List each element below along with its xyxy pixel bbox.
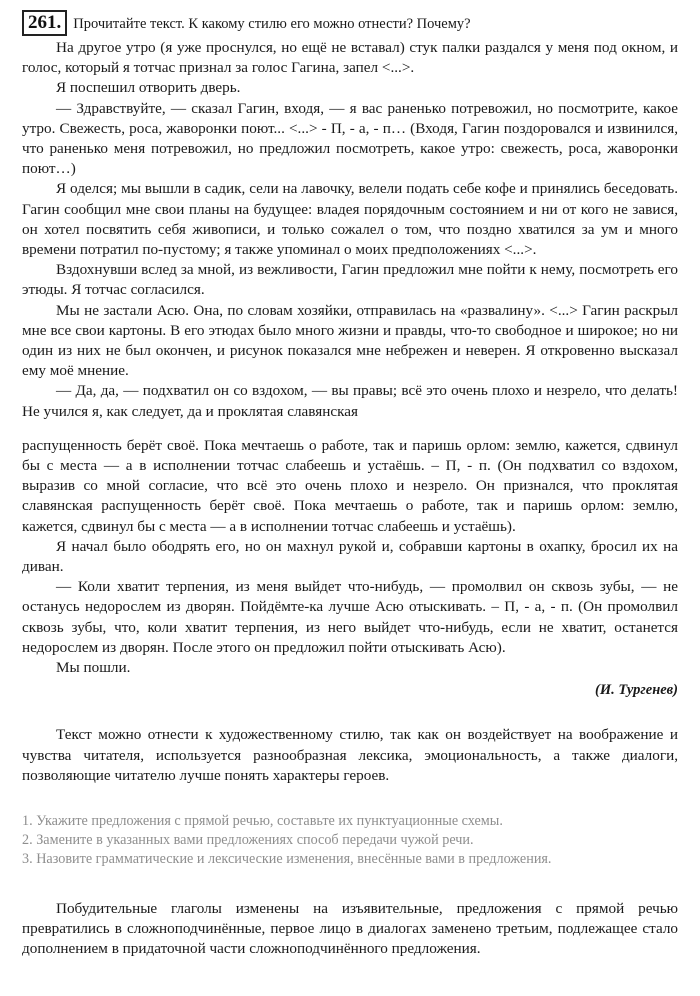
paragraph: — Да, да, — подхватил он со вздохом, — вы правы; всё это очень плохо и незрело, что делать! Не учился я, как следует, да и проклятая славянская xyxy=(22,382,678,420)
answer-text: Текст можно отнести к художественному стилю, так как он воздействует на воображение и чувства читателя, используется разнообразная лексика, эмоциональность, а также диалоги, позволяющие читателю лучше понять характеры героев. xyxy=(22,726,678,784)
paragraph: Я оделся; мы вышли в садик, сели на лавочку, велели подать себе кофе и принялись беседовать. Гагин сообщил мне свои планы на будущее: владея порядочным состоянием и ни от кого не завися, он хотел посвятить себя живописи, и только сожалел о том, что поздно хватился за ум и много времени потратил по-пустому; я также упоминал о моих предположениях <...>. xyxy=(22,180,678,259)
exercise-task: Прочитайте текст. К какому стилю его можно отнести? Почему? xyxy=(73,16,471,32)
paragraph: Вздохнувши вслед за мной, из вежливости, Гагин предложил мне пойти к нему, посмотреть его этюды. Я тотчас согласился. xyxy=(22,261,678,299)
question-item: 3. Назовите грамматические и лексические изменения, внесённые вами в предложения. xyxy=(22,850,552,867)
paragraph: — Коли хватит терпения, из меня выйдет что-нибудь, — промолвил он сквозь зубы, — не останусь недорослем из дворян. Пойдёмте-ка лучше Асю отыскивать. – П, - а, - п. (Он промолвил сквозь зубы, что, коли хватит терпения, из него выйдет что-нибудь, если не хватит, останется недорослем из дворян. После этого он предложил пойти отыскивать Асю). xyxy=(22,578,678,656)
question-item: 1. Укажите предложения с прямой речью, составьте их пунктуационные схемы. xyxy=(22,812,503,829)
paragraph: На другое утро (я уже проснулся, но ещё не вставал) стук палки раздался у меня под окном, и голос, который я тотчас признал за голос Гагина, запел <...>. xyxy=(22,39,678,77)
text-body xyxy=(22,38,678,678)
question-item: 2. Замените в указанных вами предложениях способ передачи чужой речи. xyxy=(22,831,474,848)
final-answer-text: Побудительные глаголы изменены на изъявительные, предложения с прямой речью превратились в сложноподчинённые, первое лицо в диалогах заменено третьим, подлежащее стало дополнением в придаточной части сложноподчинённого предложения. xyxy=(22,899,678,958)
paragraph: Я поспешил отворить дверь. xyxy=(56,79,241,97)
paragraph: распущенность берёт своё. Пока мечтаешь о работе, так и паришь орлом: землю, кажется, сдвинул бы с места — а в исполнении тотчас слабеешь и устаёшь. – П, - п. (Он подхватил со вздохом, выразив со мной согласие, что всё это очень плохо и незрело. Он признался, что проклятая славянская распущенность берёт своё. Пока мечтаешь о работе, так и паришь орлом: землю, кажется, сдвинул бы с места — а в исполнении тотчас слабеешь и устаёшь). xyxy=(22,436,678,535)
exercise-header xyxy=(22,10,678,36)
paragraph: Я начал было ободрять его, но он махнул рукой и, собравши картоны в охапку, бросил их на диван. xyxy=(22,537,678,576)
paragraph: Мы не застали Асю. Она, по словам хозяйки, отправилась на «развалину». <...> Гагин раскрыл мне все свои картоны. В его этюдах было много жизни и правды, что-то свободное и широкое; но ни один из них не был окончен, и рисунок показался мне небрежен и неверен. Я откровенно высказал ему моё мнение. xyxy=(22,301,678,380)
exercise-number: 261. xyxy=(22,10,67,36)
final-answer-block xyxy=(22,899,678,960)
paragraph: Мы пошли. xyxy=(56,659,131,677)
answer-block xyxy=(22,725,678,786)
questions-list xyxy=(22,812,678,869)
author-attribution: (И. Тургенев) xyxy=(595,682,678,699)
paragraph: — Здравствуйте, — сказал Гагин, входя, — я вас раненько потревожил, но посмотрите, какое утро. Свежесть, роса, жаворонки поют... <...> - П, - а, - п… (Входя, Гагин поздоровался и извинился, что раненько меня потревожил, но предложил посмотреть, какое утро: свежесть, роса, жаворонки поют…) xyxy=(22,99,678,178)
